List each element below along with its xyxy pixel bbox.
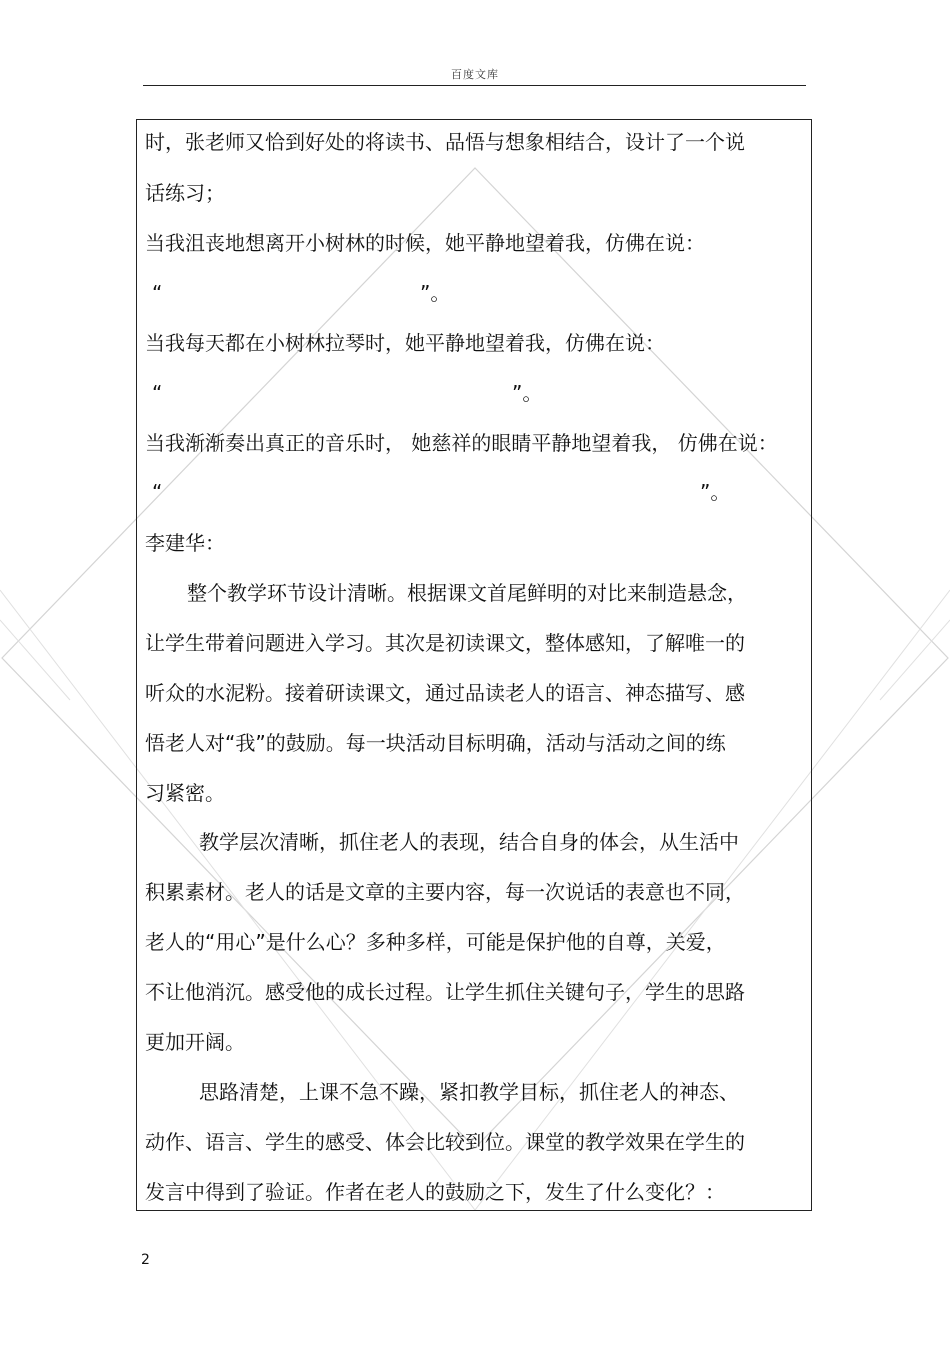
body-line: 发言中得到了验证。作者在老人的鼓励之下，发生了什么变化？： bbox=[145, 1180, 725, 1204]
body-line: 当我沮丧地想离开小树林的时候，她平静地望着我，仿佛在说： bbox=[145, 231, 705, 255]
blank-quote-open: “ bbox=[152, 281, 163, 305]
blank-quote-close: ”。 bbox=[512, 381, 543, 405]
body-line: 李建华： bbox=[145, 531, 225, 555]
page-number: 2 bbox=[141, 1252, 150, 1268]
body-line: 思路清楚，上课不急不躁，紧扣教学目标，抓住老人的神态、 bbox=[199, 1080, 739, 1104]
blank-quote-open: “ bbox=[152, 480, 163, 504]
body-line: 话练习； bbox=[145, 181, 225, 205]
body-line: 让学生带着问题进入学习。其次是初读课文，整体感知，了解唯一的 bbox=[145, 631, 745, 655]
header-divider bbox=[143, 85, 806, 86]
blank-quote-open: “ bbox=[152, 381, 163, 405]
body-line: 当我每天都在小树林拉琴时，她平静地望着我，仿佛在说： bbox=[145, 331, 665, 355]
blank-quote-close: ”。 bbox=[700, 480, 731, 504]
body-line: 习紧密。 bbox=[145, 781, 225, 805]
document-header-title: 百度文库 bbox=[451, 68, 499, 81]
body-line: 整个教学环节设计清晰。根据课文首尾鲜明的对比来制造悬念， bbox=[187, 581, 747, 605]
body-line: 当我渐渐奏出真正的音乐时， 她慈祥的眼睛平静地望着我， 仿佛在说： bbox=[145, 431, 778, 455]
body-line: 积累素材。老人的话是文章的主要内容，每一次说话的表意也不同， bbox=[145, 880, 745, 904]
blank-quote-close: ”。 bbox=[420, 281, 451, 305]
body-line: 听众的水泥粉。接着研读课文，通过品读老人的语言、神态描写、感 bbox=[145, 681, 745, 705]
body-line: 更加开阔。 bbox=[145, 1030, 245, 1054]
body-line: 悟老人对“我”的鼓励。每一块活动目标明确，活动与活动之间的练 bbox=[145, 731, 726, 755]
body-line: 动作、语言、学生的感受、体会比较到位。课堂的教学效果在学生的 bbox=[145, 1130, 745, 1154]
body-line: 时，张老师又恰到好处的将读书、品悟与想象相结合，设计了一个说 bbox=[145, 130, 745, 154]
body-line: 老人的“用心”是什么心？多种多样，可能是保护他的自尊，关爱， bbox=[145, 930, 726, 954]
body-line: 不让他消沉。感受他的成长过程。让学生抓住关键句子，学生的思路 bbox=[145, 980, 745, 1004]
body-line: 教学层次清晰，抓住老人的表现，结合自身的体会，从生活中 bbox=[199, 830, 739, 854]
